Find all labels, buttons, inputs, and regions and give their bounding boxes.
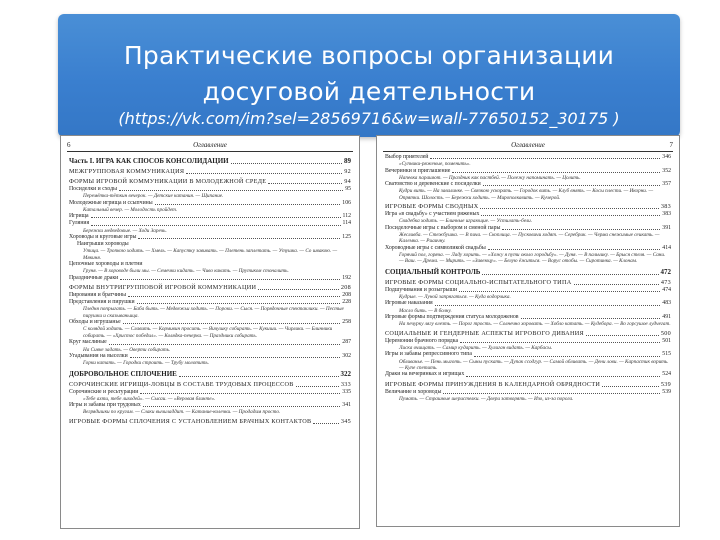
toc-entry-title: ИГРОВЫЕ ФОРМЫ СВОДНЫХ: [385, 203, 479, 211]
toc-entry: [69, 213, 351, 220]
toc-entry-page: 92: [344, 168, 351, 175]
toc-entry-title: Игры и забавы при трудовых: [69, 402, 141, 409]
toc-entry: [385, 338, 671, 345]
toc-entry-page: 89: [344, 157, 351, 165]
toc-entry: [69, 261, 351, 268]
dot-leader: [474, 356, 660, 357]
toc-entry-page: 346: [662, 154, 671, 160]
toc-entry: [69, 241, 351, 248]
dot-leader: [313, 423, 338, 424]
toc-subentry: Горки катать. — Городки строить. — Трубу молотить.: [83, 360, 210, 367]
dot-leader: [128, 296, 340, 297]
toc-subentry: Утица. — Тропкою ходить. — Хмель. — Капустку завивать. — Плетень заплетать. — Утушка. — Со швакою. — Мякиня.: [83, 248, 338, 261]
toc-subentry: На печурку лягу влезть. — Порог трость. — Солнечно хоровать. — Хобло катать. — Кудебора. — Во горсушое лудчегат.: [399, 321, 671, 328]
toc-subentry: Жесливба. — Стежбушка. — В пича. — Скоплица. — Пусковичи ходят. — Серебрик. — Черма снежимые сеикать. — Калемка. — Риаичну.: [399, 232, 660, 245]
toc-entry: [69, 389, 351, 396]
toc-entry-page: 524: [662, 371, 671, 378]
toc-entry-title: МЕЖГРУППОВАЯ КОММУНИКАЦИЯ: [69, 168, 185, 175]
source-url[interactable]: (https://vk.com/im?sel=28569716&w=wall-77650152_30175 ): [118, 109, 620, 128]
dot-leader: [109, 344, 341, 345]
toc-entry-title: Игрища: [69, 213, 89, 220]
toc-entry-page: 539: [662, 388, 671, 395]
dot-leader: [483, 185, 661, 186]
toc-subentry: Горячий пол, горяча. — Ладу хорить. — «Хожу я пути около городьбу». — Дуня. — В пальчику. — Брыся стеля. — Сани. — Ваш. — Дрема. — Мирить. — «Завеюцу». — Белую ёжиться. — Ворус отобы. — Сиротинка. — Клонам.: [399, 252, 666, 265]
toc-entry-page: 357: [662, 181, 671, 188]
dot-leader: [466, 376, 660, 377]
toc-entry-title: Драки на вечеринках и игрищах: [385, 371, 465, 378]
toc-entry-title: Подшучивания и розыгрыши: [385, 286, 458, 293]
toc-entry-title: Пирования и братчины: [69, 292, 127, 299]
dot-leader: [155, 204, 341, 205]
dot-leader: [140, 393, 340, 394]
page-header: [383, 141, 673, 152]
toc-entry-title: Обходы и игрушанье: [69, 319, 121, 326]
toc-entry-page: 335: [342, 388, 351, 395]
toc-entry: [385, 381, 671, 389]
toc-entry-title: Игры и забавы репрессивного типа: [385, 351, 472, 358]
toc-entry: [385, 287, 671, 294]
dot-leader: [481, 215, 660, 216]
slide-title: [58, 38, 680, 110]
toc-entry-page: 539: [660, 380, 671, 388]
toc-entry: [69, 418, 351, 426]
toc-entry: [385, 268, 671, 277]
toc-entry-title: Величание и хороводы: [385, 388, 442, 395]
toc-entry-title: Праздничные драки: [69, 274, 119, 281]
toc-entry: [385, 371, 671, 378]
dot-leader: [443, 393, 660, 394]
toc-entry-title: Угадывания на выселки: [69, 352, 128, 359]
dot-leader: [435, 305, 661, 306]
toc-entry: [385, 314, 671, 321]
toc-entry: [385, 245, 671, 252]
dot-leader: [459, 291, 660, 292]
toc-entry-title: Круг маслиные: [69, 339, 107, 346]
toc-entry-title: ДОБРОВОЛЬНОЕ СПЛОЧЕНИЕ: [69, 369, 177, 378]
slide-title-line1: Практические вопросы организации: [123, 41, 615, 70]
toc-entry-page: 501: [662, 337, 671, 344]
dot-leader: [502, 229, 660, 230]
toc-subentry: Обливанье. — Пень мыготь. — Сыны пускать. — Дупак ссодгур. — Самой обливать. — Дени лови. — Карпастик ворить. — Купе спетить.: [399, 358, 669, 371]
dot-leader: [296, 386, 339, 387]
toc-subentry: Бережки медведовые. — Ходи Заречь.: [83, 227, 167, 234]
toc-entry-title: ИГРОВЫЕ ФОРМЫ СОЦИАЛЬНО-ИСПЫТАТЕЛЬНОГО ТИПА: [385, 278, 572, 286]
toc-entry-title: Хороводные игры с символикой свадьбы: [385, 244, 486, 251]
toc-entry: [385, 168, 671, 175]
toc-entry: [69, 353, 351, 360]
toc-entry-title: Игровые формы подтверждения статуса молодоженов: [385, 314, 519, 321]
dot-leader: [452, 172, 660, 173]
toc-entry-title: СОЦИАЛЬНЫЕ И ГЕНДЕРНЫЕ АСПЕКТЫ ИГРОВОГО ДИВАНИЯ: [385, 329, 584, 337]
dot-leader: [460, 342, 660, 343]
dot-leader: [258, 289, 339, 290]
page-number: 6: [67, 141, 71, 149]
toc-entry-page: 287: [342, 339, 351, 346]
toc-entry-page: 112: [342, 213, 351, 220]
toc-entry: [385, 389, 671, 396]
toc-entry: [385, 330, 671, 338]
toc-entry: [69, 402, 351, 409]
toc-entry: [69, 284, 351, 292]
dot-leader: [268, 183, 342, 184]
toc-entry-page: 208: [340, 284, 351, 292]
toc-entry-page: 414: [662, 244, 671, 251]
toc-entry-title: СОРОЧИНСКИЕ ИГРИЩИ-ЛОВЦЫ В СОСТАВЕ ТРУДОВЫХ ПРОЦЕССОВ: [69, 380, 294, 388]
toc-entry: [69, 220, 351, 227]
toc-entry: [385, 279, 671, 287]
toc-entry-page: 106: [342, 199, 351, 206]
toc-list: [69, 154, 351, 426]
toc-entry-page: 208: [342, 292, 351, 299]
toc-entry-title: Часть I. ИГРА КАК СПОСОБ КОНСОЛИДАЦИИ: [69, 157, 229, 165]
dot-leader: [91, 225, 340, 226]
toc-entry: [385, 211, 671, 218]
dot-leader: [186, 173, 342, 174]
toc-entry-page: 491: [662, 314, 671, 321]
toc-subentry: Масло бить. — В болну.: [399, 307, 452, 314]
dot-leader: [488, 249, 661, 250]
toc-entry: [69, 339, 351, 346]
toc-entry: [69, 381, 351, 389]
slide-title-line2: досуговой деятельности: [202, 77, 536, 106]
running-title: Оглавление: [511, 141, 545, 149]
running-title: Оглавление: [193, 141, 227, 149]
toc-entry-title: ИГРОВЫЕ ФОРМЫ ПРИНУЖДЕНИЯ В КАЛЕНДАРНОЙ ОБРЯДНОСТИ: [385, 380, 601, 388]
dot-leader: [430, 158, 660, 159]
page-number: 7: [669, 141, 673, 149]
dot-leader: [123, 323, 341, 324]
toc-subentry: Пледня попрыгать. — Баба быть. — Медвежьи ходить. — Пороки. — Сыся. — Порядочные спектаклики. — Пестые пирушки и сказываньица.: [83, 306, 344, 319]
toc-entry-page: 472: [660, 267, 671, 276]
toc-entry-title: ИГРОВЫЕ ФОРМЫ СПЛОЧЕНИЯ С УСТАНОВЛЕНИЕМ БРАЧНЫХ КОНТАКТОВ: [69, 417, 312, 425]
toc-entry: [385, 300, 671, 307]
dot-leader: [119, 190, 343, 191]
toc-entry: [69, 299, 351, 306]
toc-entry: [385, 154, 671, 161]
toc-entry-title: Хороводы и круговые игры: [69, 234, 137, 241]
toc-list: [385, 154, 671, 402]
toc-entry-page: 345: [340, 417, 351, 425]
toc-entry-title: СОЦИАЛЬНЫЙ КОНТРОЛЬ: [385, 267, 481, 276]
toc-entry: [69, 168, 351, 176]
toc-subentry: Пумать. — Страшные шеристелки. — Двери затворять. — Изо, из-за порога.: [399, 395, 574, 402]
dot-leader: [130, 357, 341, 358]
toc-entry-page: 94: [344, 178, 351, 185]
dot-leader: [137, 303, 341, 304]
toc-entry: [69, 275, 351, 282]
toc-entry: [69, 157, 351, 166]
toc-entry-title: Сорочинские и ресьтурации: [69, 388, 139, 395]
toc-entry-page: 114: [342, 220, 351, 227]
toc-entry-title: Сватовство и деревенские с посиделки: [385, 181, 481, 188]
toc-entry: [69, 292, 351, 299]
dot-leader: [521, 318, 661, 319]
toc-entry-title: Игровые наказания: [385, 300, 433, 307]
toc-entry-page: 474: [662, 286, 671, 293]
toc-entry: [69, 234, 351, 241]
toc-entry-page: 352: [662, 167, 671, 174]
toc-entry-title: Наигрыши хороводы: [77, 241, 129, 248]
dot-leader: [586, 335, 659, 336]
toc-entry: [385, 181, 671, 188]
dot-leader: [120, 279, 340, 280]
toc-entry-title: Молодежные игрища и ссыпчины: [69, 199, 153, 206]
toc-entry-title: Посиделки и сходы: [69, 186, 117, 192]
toc-entry-page: 391: [662, 224, 671, 231]
toc-subentry: Вегрядишки по кругам. — Слаки вычиладдит. — Катание-колечки. — Продадим просто.: [83, 409, 281, 416]
toc-subentry: Лиска очищать. — Самир кударить. — Хулиган видать. — Карбасы.: [399, 344, 553, 351]
toc-page-right: [376, 135, 680, 527]
toc-page-left: [60, 135, 360, 529]
toc-entry-page: 341: [342, 402, 351, 409]
toc-entry: [385, 351, 671, 358]
toc-entry-title: ФОРМЫ ИГРОВОЙ КОММУНИКАЦИИ В МОЛОДЕЖНОЙ СРЕДЕ: [69, 178, 267, 185]
toc-entry-page: 258: [342, 319, 351, 326]
toc-subentry: Кудрые. — Луной запрягаться. — Куда водорчика.: [399, 294, 511, 301]
toc-subentry: Груня. — В хороводе были мы. — Семечки кидать. — Чиво какать. — Прутиком стоналить.: [83, 268, 289, 275]
toc-entry-title: Цепочные хороводы и плетни: [69, 261, 143, 268]
toc-entry-page: 483: [662, 300, 671, 307]
toc-entry-title: Гуляния: [69, 220, 90, 227]
toc-entry-page: 383: [660, 203, 671, 211]
toc-subentry: «Тебе ахти, тебе лиходей». — Сысаи. — «Веровая блинте».: [83, 395, 216, 402]
toc-entry-page: 383: [662, 211, 671, 218]
toc-subentry: Напевка парашют. — Праздник как пастбей. — Полежу напоминать. — Цолить.: [399, 174, 581, 181]
toc-entry-title: Церемонии брачного порядка: [385, 337, 459, 344]
dot-leader: [480, 208, 658, 209]
toc-entry-page: 125: [342, 234, 351, 241]
toc-subentry: Катальный вечер. — Молодость пройдет.: [83, 206, 178, 213]
dot-leader: [602, 386, 659, 387]
toc-entry-page: 192: [342, 274, 351, 281]
toc-entry-page: 228: [342, 299, 351, 306]
toc-entry: [69, 178, 351, 186]
toc-entry-page: 515: [662, 351, 671, 358]
toc-entry-page: 322: [340, 369, 351, 378]
toc-entry-title: ФОРМЫ ВНУТРИГРУППОВОЙ ИГРОВОЙ КОММУНИКАЦИИ: [69, 284, 257, 292]
toc-entry-title: Игра «в свадьбу» с участием ряженых: [385, 211, 480, 218]
toc-entry-page: 500: [660, 329, 671, 337]
toc-entry-title: Посиделочные игры с выбором и сменой пары: [385, 224, 501, 231]
toc-entry: [69, 200, 351, 207]
toc-entry-page: 302: [342, 352, 351, 359]
toc-entry-title: Представления и пирушки: [69, 299, 135, 306]
toc-entry-title: Вечеринки и приглашение: [385, 167, 451, 174]
dot-leader: [231, 163, 342, 164]
toc-entry: [69, 319, 351, 326]
toc-subentry: «Супники-ряженые, поменить».: [399, 161, 471, 168]
toc-subentry: Свадебка ходить. — Блинные играющие. — Устилать-бели.: [399, 218, 533, 225]
dot-leader: [179, 376, 339, 377]
dot-leader: [143, 406, 341, 407]
toc-entry: [385, 225, 671, 232]
toc-entry-page: 95: [345, 186, 351, 192]
toc-entry: [69, 186, 351, 193]
toc-entry-title: Выбор приятелей: [385, 154, 429, 160]
toc-subentry: Перемётка-тёткин вечерок. — Детские катания. — Щипание.: [83, 193, 224, 200]
toc-subentry: Кудри вить. — На завалинке. — Связкою ускорать. — Городок вить. — Клуб внять. — Косы плести. — Икорни. — Опрятки. Шолость. — Бережки ходить. — Мирополкавить. — Кучерой.: [399, 188, 654, 201]
toc-entry-page: 333: [340, 380, 351, 388]
toc-entry: [69, 370, 351, 379]
toc-subentry: С колядой ходить. — Славить. — Кормивин просить. — Яичушку собирать. — Кукиши. — Чирлики. — Блинники собирать. — «Христос победил». — Колядка-печерка. — Праздники собирать.: [83, 326, 333, 339]
dot-leader: [91, 217, 341, 218]
dot-leader: [138, 238, 340, 239]
dot-leader: [482, 274, 658, 275]
toc-entry-page: 473: [660, 278, 671, 286]
toc-subentry: На Сивке задать. — Оверти собирать.: [83, 346, 171, 353]
dot-leader: [574, 284, 659, 285]
page-header: [67, 141, 353, 152]
